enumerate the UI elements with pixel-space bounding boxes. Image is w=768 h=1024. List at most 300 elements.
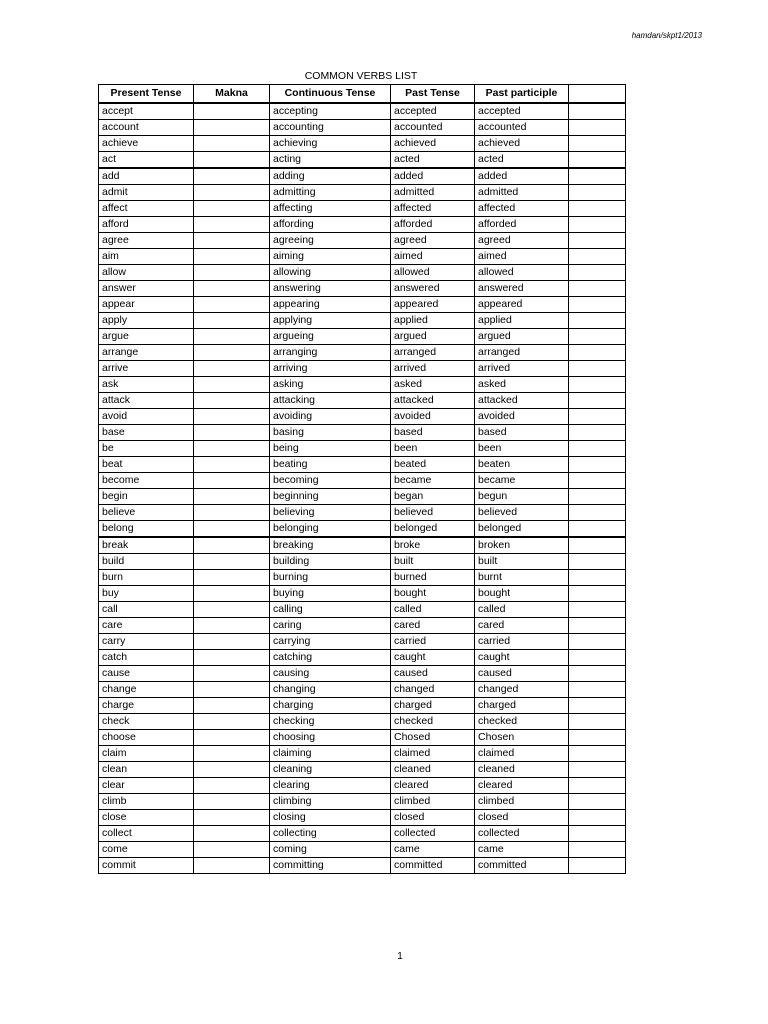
- extra-cell: [569, 713, 626, 729]
- makna-cell: [194, 135, 270, 151]
- continuous-tense-cell: adding: [270, 168, 391, 185]
- past-participle-cell: became: [475, 472, 569, 488]
- continuous-tense-cell: burning: [270, 569, 391, 585]
- makna-cell: [194, 601, 270, 617]
- extra-cell: [569, 296, 626, 312]
- makna-cell: [194, 392, 270, 408]
- continuous-tense-cell: committing: [270, 857, 391, 873]
- table-row: [99, 360, 626, 376]
- verbs-table: [98, 84, 626, 874]
- past-tense-cell: began: [391, 488, 475, 504]
- makna-cell: [194, 825, 270, 841]
- extra-cell: [569, 103, 626, 120]
- makna-cell: [194, 440, 270, 456]
- past-tense-cell: arrived: [391, 360, 475, 376]
- past-participle-cell: avoided: [475, 408, 569, 424]
- past-tense-cell: caught: [391, 649, 475, 665]
- past-tense-cell: achieved: [391, 135, 475, 151]
- past-participle-cell: accepted: [475, 103, 569, 120]
- continuous-tense-cell: causing: [270, 665, 391, 681]
- present-tense-cell: accept: [99, 103, 194, 120]
- continuous-tense-cell: buying: [270, 585, 391, 601]
- present-tense-cell: aim: [99, 248, 194, 264]
- past-tense-cell: aimed: [391, 248, 475, 264]
- past-participle-cell: cleaned: [475, 761, 569, 777]
- makna-cell: [194, 713, 270, 729]
- extra-cell: [569, 777, 626, 793]
- continuous-tense-cell: allowing: [270, 264, 391, 280]
- makna-cell: [194, 200, 270, 216]
- present-tense-cell: be: [99, 440, 194, 456]
- extra-cell: [569, 649, 626, 665]
- continuous-tense-cell: coming: [270, 841, 391, 857]
- extra-cell: [569, 504, 626, 520]
- past-participle-cell: claimed: [475, 745, 569, 761]
- past-participle-cell: affected: [475, 200, 569, 216]
- extra-cell: [569, 488, 626, 504]
- past-participle-cell: closed: [475, 809, 569, 825]
- past-tense-cell: avoided: [391, 408, 475, 424]
- continuous-tense-cell: belonging: [270, 520, 391, 537]
- past-participle-cell: changed: [475, 681, 569, 697]
- continuous-tense-cell: breaking: [270, 537, 391, 554]
- table-row: [99, 344, 626, 360]
- past-participle-cell: came: [475, 841, 569, 857]
- past-participle-cell: beaten: [475, 456, 569, 472]
- past-participle-cell: broken: [475, 537, 569, 554]
- makna-cell: [194, 264, 270, 280]
- table-row: [99, 745, 626, 761]
- past-tense-cell: asked: [391, 376, 475, 392]
- present-tense-cell: buy: [99, 585, 194, 601]
- past-tense-cell: changed: [391, 681, 475, 697]
- present-tense-cell: care: [99, 617, 194, 633]
- past-tense-cell: answered: [391, 280, 475, 296]
- continuous-tense-cell: accounting: [270, 119, 391, 135]
- past-participle-cell: agreed: [475, 232, 569, 248]
- table-row: [99, 569, 626, 585]
- past-participle-cell: attacked: [475, 392, 569, 408]
- past-tense-cell: cared: [391, 617, 475, 633]
- extra-cell: [569, 569, 626, 585]
- past-participle-cell: admitted: [475, 184, 569, 200]
- extra-cell: [569, 408, 626, 424]
- extra-cell: [569, 697, 626, 713]
- extra-cell: [569, 168, 626, 185]
- makna-cell: [194, 697, 270, 713]
- makna-cell: [194, 841, 270, 857]
- table-row: [99, 328, 626, 344]
- makna-cell: [194, 103, 270, 120]
- table-row: [99, 119, 626, 135]
- present-tense-cell: carry: [99, 633, 194, 649]
- table-row: [99, 408, 626, 424]
- table-row: [99, 248, 626, 264]
- continuous-tense-cell: checking: [270, 713, 391, 729]
- present-tense-cell: choose: [99, 729, 194, 745]
- present-tense-cell: attack: [99, 392, 194, 408]
- extra-cell: [569, 472, 626, 488]
- present-tense-cell: avoid: [99, 408, 194, 424]
- makna-cell: [194, 408, 270, 424]
- continuous-tense-cell: asking: [270, 376, 391, 392]
- present-tense-cell: believe: [99, 504, 194, 520]
- past-participle-cell: afforded: [475, 216, 569, 232]
- past-tense-cell: admitted: [391, 184, 475, 200]
- present-tense-cell: close: [99, 809, 194, 825]
- table-row: [99, 264, 626, 280]
- past-tense-cell: been: [391, 440, 475, 456]
- extra-cell: [569, 440, 626, 456]
- makna-cell: [194, 344, 270, 360]
- extra-cell: [569, 151, 626, 168]
- continuous-tense-cell: believing: [270, 504, 391, 520]
- present-tense-cell: catch: [99, 649, 194, 665]
- past-tense-cell: accepted: [391, 103, 475, 120]
- extra-cell: [569, 745, 626, 761]
- past-tense-cell: carried: [391, 633, 475, 649]
- column-header-past-participle: Past participle: [475, 85, 569, 103]
- makna-cell: [194, 617, 270, 633]
- continuous-tense-cell: arranging: [270, 344, 391, 360]
- present-tense-cell: achieve: [99, 135, 194, 151]
- document-title: COMMON VERBS LIST: [304, 70, 418, 82]
- table-row: [99, 312, 626, 328]
- extra-cell: [569, 761, 626, 777]
- table-row: [99, 200, 626, 216]
- past-tense-cell: cleaned: [391, 761, 475, 777]
- present-tense-cell: change: [99, 681, 194, 697]
- present-tense-cell: agree: [99, 232, 194, 248]
- makna-cell: [194, 376, 270, 392]
- extra-cell: [569, 264, 626, 280]
- continuous-tense-cell: appearing: [270, 296, 391, 312]
- continuous-tense-cell: aiming: [270, 248, 391, 264]
- table-row: [99, 280, 626, 296]
- past-tense-cell: agreed: [391, 232, 475, 248]
- present-tense-cell: clean: [99, 761, 194, 777]
- table-row: [99, 809, 626, 825]
- extra-cell: [569, 328, 626, 344]
- present-tense-cell: allow: [99, 264, 194, 280]
- past-tense-cell: collected: [391, 825, 475, 841]
- past-participle-cell: carried: [475, 633, 569, 649]
- past-participle-cell: charged: [475, 697, 569, 713]
- present-tense-cell: claim: [99, 745, 194, 761]
- continuous-tense-cell: caring: [270, 617, 391, 633]
- past-participle-cell: allowed: [475, 264, 569, 280]
- page-number: 1: [397, 951, 403, 962]
- present-tense-cell: ask: [99, 376, 194, 392]
- present-tense-cell: answer: [99, 280, 194, 296]
- continuous-tense-cell: collecting: [270, 825, 391, 841]
- past-participle-cell: cleared: [475, 777, 569, 793]
- extra-cell: [569, 135, 626, 151]
- table-row: [99, 520, 626, 537]
- makna-cell: [194, 729, 270, 745]
- extra-cell: [569, 793, 626, 809]
- past-participle-cell: collected: [475, 825, 569, 841]
- column-header-present-tense: Present Tense: [99, 85, 194, 103]
- makna-cell: [194, 665, 270, 681]
- table-row: [99, 665, 626, 681]
- makna-cell: [194, 585, 270, 601]
- makna-cell: [194, 472, 270, 488]
- extra-cell: [569, 825, 626, 841]
- extra-cell: [569, 601, 626, 617]
- continuous-tense-cell: calling: [270, 601, 391, 617]
- extra-cell: [569, 200, 626, 216]
- table-row: [99, 697, 626, 713]
- continuous-tense-cell: beginning: [270, 488, 391, 504]
- column-header-past-tense: Past Tense: [391, 85, 475, 103]
- present-tense-cell: base: [99, 424, 194, 440]
- past-participle-cell: argued: [475, 328, 569, 344]
- continuous-tense-cell: admitting: [270, 184, 391, 200]
- continuous-tense-cell: achieving: [270, 135, 391, 151]
- past-participle-cell: asked: [475, 376, 569, 392]
- makna-cell: [194, 312, 270, 328]
- past-tense-cell: beated: [391, 456, 475, 472]
- extra-cell: [569, 729, 626, 745]
- continuous-tense-cell: closing: [270, 809, 391, 825]
- makna-cell: [194, 119, 270, 135]
- past-participle-cell: burnt: [475, 569, 569, 585]
- makna-cell: [194, 761, 270, 777]
- extra-cell: [569, 280, 626, 296]
- table-row: [99, 633, 626, 649]
- continuous-tense-cell: accepting: [270, 103, 391, 120]
- column-header-blank: [569, 85, 626, 103]
- past-tense-cell: called: [391, 601, 475, 617]
- extra-cell: [569, 553, 626, 569]
- continuous-tense-cell: arriving: [270, 360, 391, 376]
- column-header-continuous-tense: Continuous Tense: [270, 85, 391, 103]
- past-tense-cell: affected: [391, 200, 475, 216]
- extra-cell: [569, 248, 626, 264]
- continuous-tense-cell: agreeing: [270, 232, 391, 248]
- table-row: [99, 617, 626, 633]
- table-row: [99, 649, 626, 665]
- present-tense-cell: arrange: [99, 344, 194, 360]
- makna-cell: [194, 504, 270, 520]
- past-participle-cell: appeared: [475, 296, 569, 312]
- table-row: [99, 537, 626, 554]
- table-row: [99, 729, 626, 745]
- extra-cell: [569, 841, 626, 857]
- past-participle-cell: climbed: [475, 793, 569, 809]
- table-row: [99, 184, 626, 200]
- makna-cell: [194, 537, 270, 554]
- past-tense-cell: afforded: [391, 216, 475, 232]
- makna-cell: [194, 569, 270, 585]
- continuous-tense-cell: charging: [270, 697, 391, 713]
- continuous-tense-cell: answering: [270, 280, 391, 296]
- past-participle-cell: added: [475, 168, 569, 185]
- past-tense-cell: became: [391, 472, 475, 488]
- makna-cell: [194, 793, 270, 809]
- past-participle-cell: accounted: [475, 119, 569, 135]
- table-row: [99, 713, 626, 729]
- present-tense-cell: beat: [99, 456, 194, 472]
- past-participle-cell: belonged: [475, 520, 569, 537]
- extra-cell: [569, 376, 626, 392]
- makna-cell: [194, 328, 270, 344]
- past-tense-cell: charged: [391, 697, 475, 713]
- present-tense-cell: burn: [99, 569, 194, 585]
- table-row: [99, 553, 626, 569]
- past-tense-cell: applied: [391, 312, 475, 328]
- makna-cell: [194, 216, 270, 232]
- table-row: [99, 504, 626, 520]
- table-row: [99, 216, 626, 232]
- past-tense-cell: added: [391, 168, 475, 185]
- continuous-tense-cell: affording: [270, 216, 391, 232]
- past-participle-cell: called: [475, 601, 569, 617]
- past-participle-cell: arranged: [475, 344, 569, 360]
- makna-cell: [194, 745, 270, 761]
- past-participle-cell: bought: [475, 585, 569, 601]
- continuous-tense-cell: applying: [270, 312, 391, 328]
- past-tense-cell: committed: [391, 857, 475, 873]
- extra-cell: [569, 216, 626, 232]
- table-header-row: [99, 85, 626, 103]
- table-row: [99, 601, 626, 617]
- past-tense-cell: argued: [391, 328, 475, 344]
- continuous-tense-cell: becoming: [270, 472, 391, 488]
- present-tense-cell: affect: [99, 200, 194, 216]
- makna-cell: [194, 857, 270, 873]
- table-row: [99, 825, 626, 841]
- present-tense-cell: belong: [99, 520, 194, 537]
- continuous-tense-cell: clearing: [270, 777, 391, 793]
- continuous-tense-cell: climbing: [270, 793, 391, 809]
- extra-cell: [569, 184, 626, 200]
- past-tense-cell: climbed: [391, 793, 475, 809]
- extra-cell: [569, 681, 626, 697]
- present-tense-cell: argue: [99, 328, 194, 344]
- past-tense-cell: claimed: [391, 745, 475, 761]
- table-row: [99, 793, 626, 809]
- table-row: [99, 392, 626, 408]
- makna-cell: [194, 456, 270, 472]
- extra-cell: [569, 857, 626, 873]
- makna-cell: [194, 424, 270, 440]
- past-tense-cell: checked: [391, 713, 475, 729]
- continuous-tense-cell: changing: [270, 681, 391, 697]
- continuous-tense-cell: avoiding: [270, 408, 391, 424]
- extra-cell: [569, 360, 626, 376]
- extra-cell: [569, 312, 626, 328]
- past-tense-cell: allowed: [391, 264, 475, 280]
- present-tense-cell: appear: [99, 296, 194, 312]
- past-tense-cell: accounted: [391, 119, 475, 135]
- past-tense-cell: based: [391, 424, 475, 440]
- present-tense-cell: check: [99, 713, 194, 729]
- table-row: [99, 841, 626, 857]
- makna-cell: [194, 809, 270, 825]
- extra-cell: [569, 520, 626, 537]
- extra-cell: [569, 617, 626, 633]
- present-tense-cell: commit: [99, 857, 194, 873]
- past-participle-cell: checked: [475, 713, 569, 729]
- continuous-tense-cell: building: [270, 553, 391, 569]
- past-tense-cell: came: [391, 841, 475, 857]
- extra-cell: [569, 424, 626, 440]
- makna-cell: [194, 248, 270, 264]
- table-row: [99, 135, 626, 151]
- present-tense-cell: admit: [99, 184, 194, 200]
- makna-cell: [194, 649, 270, 665]
- table-row: [99, 857, 626, 873]
- past-tense-cell: believed: [391, 504, 475, 520]
- past-participle-cell: arrived: [475, 360, 569, 376]
- past-participle-cell: cared: [475, 617, 569, 633]
- past-participle-cell: applied: [475, 312, 569, 328]
- past-tense-cell: caused: [391, 665, 475, 681]
- past-participle-cell: caused: [475, 665, 569, 681]
- table-row: [99, 777, 626, 793]
- present-tense-cell: come: [99, 841, 194, 857]
- extra-cell: [569, 585, 626, 601]
- present-tense-cell: begin: [99, 488, 194, 504]
- table-row: [99, 681, 626, 697]
- makna-cell: [194, 280, 270, 296]
- continuous-tense-cell: affecting: [270, 200, 391, 216]
- present-tense-cell: climb: [99, 793, 194, 809]
- makna-cell: [194, 296, 270, 312]
- past-tense-cell: cleared: [391, 777, 475, 793]
- past-participle-cell: believed: [475, 504, 569, 520]
- continuous-tense-cell: acting: [270, 151, 391, 168]
- past-tense-cell: closed: [391, 809, 475, 825]
- makna-cell: [194, 232, 270, 248]
- table-row: [99, 585, 626, 601]
- makna-cell: [194, 520, 270, 537]
- past-participle-cell: caught: [475, 649, 569, 665]
- past-participle-cell: answered: [475, 280, 569, 296]
- column-header-makna: Makna: [194, 85, 270, 103]
- extra-cell: [569, 809, 626, 825]
- continuous-tense-cell: cleaning: [270, 761, 391, 777]
- past-tense-cell: acted: [391, 151, 475, 168]
- past-participle-cell: achieved: [475, 135, 569, 151]
- makna-cell: [194, 488, 270, 504]
- past-participle-cell: aimed: [475, 248, 569, 264]
- present-tense-cell: cause: [99, 665, 194, 681]
- past-participle-cell: based: [475, 424, 569, 440]
- table-row: [99, 103, 626, 120]
- present-tense-cell: account: [99, 119, 194, 135]
- present-tense-cell: act: [99, 151, 194, 168]
- past-participle-cell: Chosen: [475, 729, 569, 745]
- past-participle-cell: committed: [475, 857, 569, 873]
- past-tense-cell: broke: [391, 537, 475, 554]
- past-tense-cell: attacked: [391, 392, 475, 408]
- table-row: [99, 168, 626, 185]
- makna-cell: [194, 777, 270, 793]
- table-row: [99, 456, 626, 472]
- continuous-tense-cell: attacking: [270, 392, 391, 408]
- makna-cell: [194, 168, 270, 185]
- present-tense-cell: clear: [99, 777, 194, 793]
- past-participle-cell: built: [475, 553, 569, 569]
- makna-cell: [194, 633, 270, 649]
- extra-cell: [569, 665, 626, 681]
- table-row: [99, 440, 626, 456]
- continuous-tense-cell: argueing: [270, 328, 391, 344]
- header-note: hamdan/skpt1/2013: [631, 31, 702, 40]
